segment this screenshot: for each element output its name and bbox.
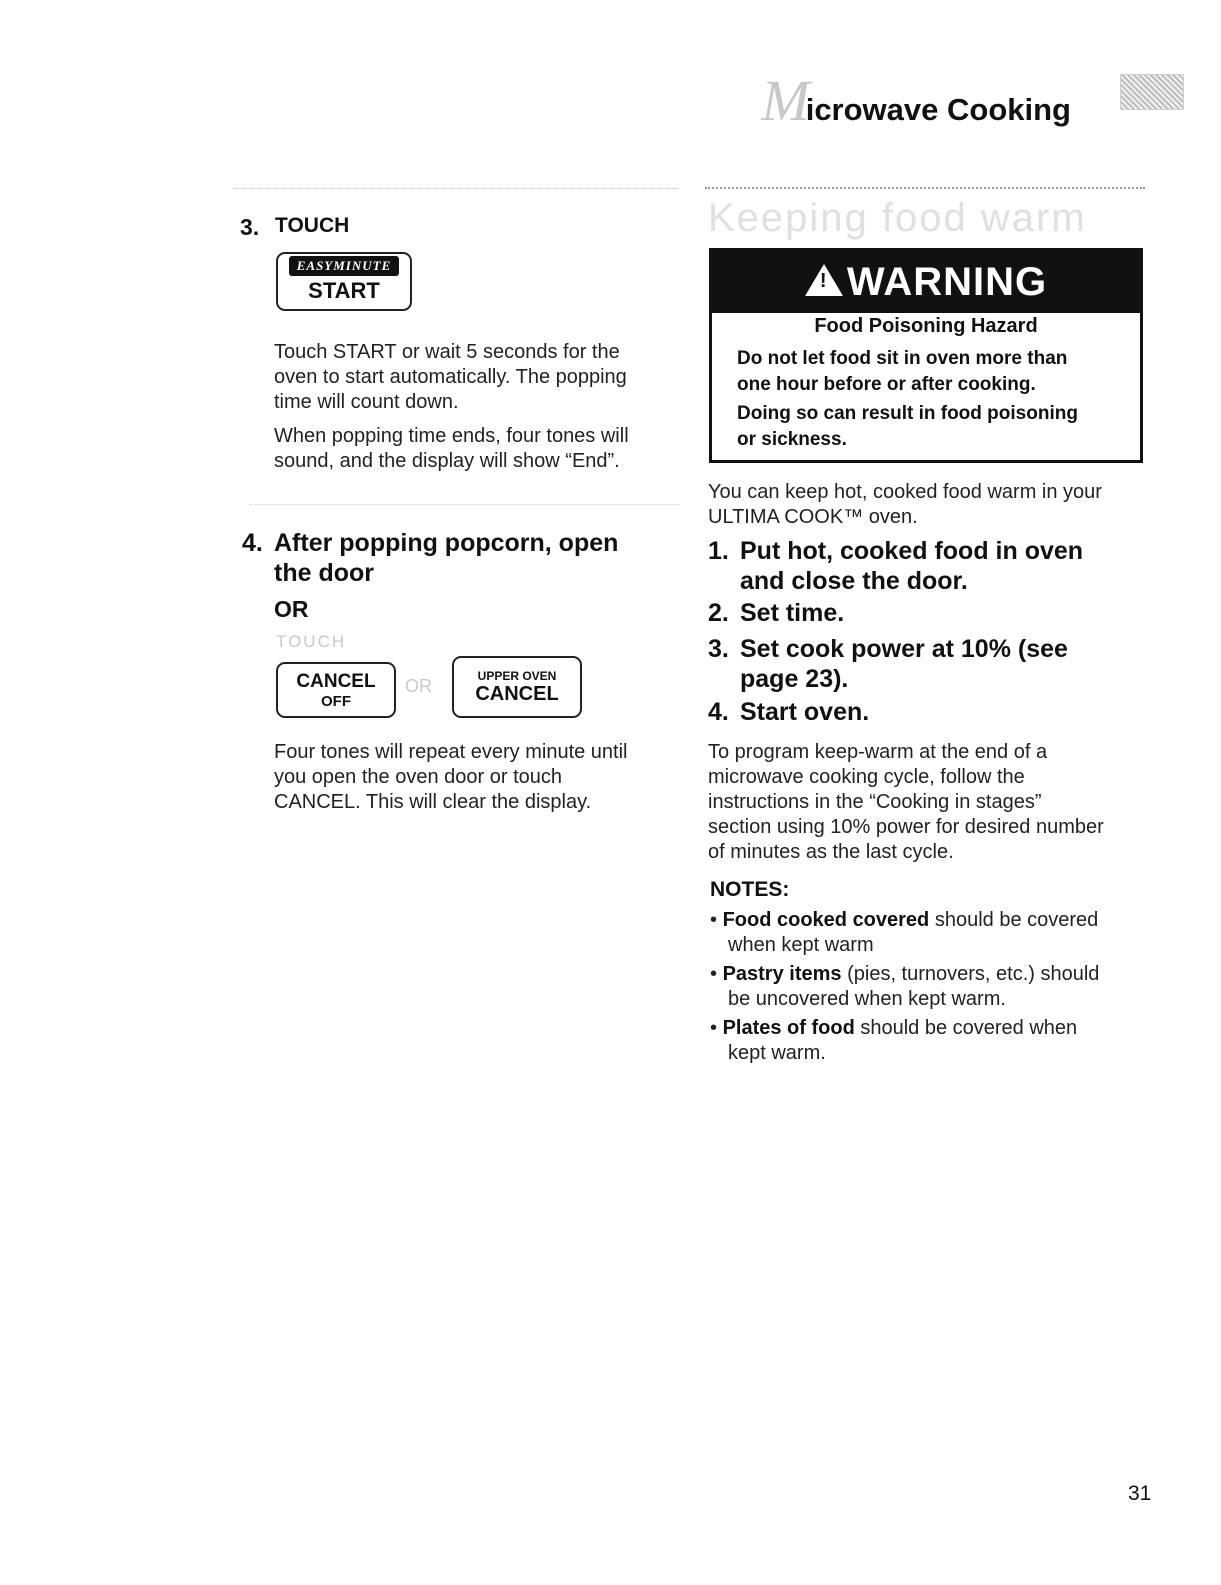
header-title-text: icrowave Cooking	[805, 92, 1071, 127]
text-line: Touch START or wait 5 seconds for the	[274, 341, 620, 363]
divider	[705, 187, 1145, 189]
warning-banner-text: WARNING	[846, 259, 1048, 304]
note-line2: when kept warm	[728, 934, 874, 956]
step-4-number: 4.	[242, 529, 263, 557]
divider	[250, 504, 680, 505]
text-line: microwave cooking cycle, follow the	[708, 766, 1025, 788]
warning-triangle-icon	[805, 264, 843, 296]
text-line: Doing so can result in food poisoning	[737, 403, 1078, 424]
warning-text-1	[737, 346, 1067, 398]
key-sublabel: OFF	[321, 692, 351, 710]
easyminute-start-key	[276, 252, 412, 311]
step-4-heading	[274, 528, 684, 588]
or-faint-label: OR	[405, 676, 432, 696]
header-pattern-decoration	[1120, 74, 1184, 110]
note-line2: be uncovered when kept warm.	[728, 988, 1006, 1010]
note-rest: (pies, turnovers, etc.) should	[841, 963, 1100, 985]
note-item: • Plates of food should be covered when kept warm.	[710, 1016, 1160, 1066]
note-rest: should be covered when	[854, 1017, 1078, 1039]
cancel-off-key	[276, 662, 396, 718]
upper-oven-cancel-key	[452, 656, 582, 718]
step-2-text: Set time.	[740, 599, 845, 627]
text-line: You can keep hot, cooked food warm in your	[708, 481, 1102, 503]
page-header-title	[761, 68, 1071, 133]
intro-paragraph	[708, 480, 1148, 530]
step-3-paragraph-2	[274, 424, 674, 474]
step-4-text-right: Start oven.	[740, 698, 870, 726]
header-initial: M	[761, 68, 810, 133]
page-number: 31	[1128, 1482, 1152, 1505]
step-2-number: 2.	[708, 599, 729, 627]
text-line: time will count down.	[274, 391, 459, 413]
key-label: CANCEL	[296, 670, 376, 692]
section-title: Keeping food warm	[708, 196, 1087, 240]
text-line: one hour before or after cooking.	[737, 374, 1036, 395]
note-line2: kept warm.	[728, 1042, 826, 1064]
text-line: Do not let food sit in oven more than	[737, 348, 1068, 369]
step-3-number-right: 3.	[708, 635, 729, 663]
notes-label: NOTES:	[710, 878, 790, 901]
warning-box	[709, 248, 1143, 463]
touch-faint-label: TOUCH	[276, 632, 347, 651]
note-item: • Pastry items (pies, turnovers, etc.) should be uncovered when kept warm.	[710, 962, 1160, 1012]
key-label: CANCEL	[475, 682, 559, 705]
key-sublabel: UPPER OVEN	[477, 668, 557, 683]
divider	[232, 188, 677, 189]
heading-line: page 23).	[740, 665, 849, 693]
text-line: To program keep-warm at the end of a	[708, 741, 1048, 763]
step-3-paragraph	[274, 340, 674, 415]
text-line: instructions in the “Cooking in stages”	[708, 791, 1042, 813]
key-label: START	[308, 277, 380, 303]
warning-subtitle: Food Poisoning Hazard	[814, 315, 1038, 337]
heading-line: Put hot, cooked food in oven	[740, 537, 1084, 565]
note-bold: Plates of food	[722, 1017, 855, 1039]
text-line: section using 10% power for desired number	[708, 816, 1104, 838]
warning-banner	[712, 251, 1140, 313]
step-4-number-right: 4.	[708, 698, 729, 726]
text-line: or sickness.	[737, 429, 847, 450]
step-3-number: 3.	[240, 214, 260, 240]
note-item: • Food cooked covered should be covered when kept warm	[710, 908, 1160, 958]
text-line: oven to start automatically. The popping	[274, 366, 627, 388]
warning-text-2	[737, 401, 1078, 453]
heading-line: Set cook power at 10% (see	[740, 635, 1068, 663]
step-3-label: TOUCH	[275, 214, 350, 237]
note-bold: Pastry items	[722, 963, 842, 985]
text-line: you open the oven door or touch	[274, 766, 562, 788]
text-line: Four tones will repeat every minute until	[274, 741, 628, 763]
program-paragraph	[708, 740, 1158, 865]
key-banner: EASYMINUTE	[289, 256, 400, 276]
heading-line: and close the door.	[740, 567, 968, 595]
heading-line: After popping popcorn, open	[274, 529, 619, 557]
text-line: When popping time ends, four tones will	[274, 425, 629, 447]
step-1-number: 1.	[708, 537, 729, 565]
note-bold: Food cooked covered	[722, 909, 930, 931]
note-rest: should be covered	[929, 909, 1099, 931]
text-line: sound, and the display will show “End”.	[274, 450, 620, 472]
text-line: of minutes as the last cycle.	[708, 841, 954, 863]
step-1-text	[740, 536, 1083, 596]
text-line: CANCEL. This will clear the display.	[274, 791, 592, 813]
or-label: OR	[274, 596, 309, 622]
text-line: ULTIMA COOK™ oven.	[708, 506, 918, 528]
step-4-paragraph	[274, 740, 684, 815]
heading-line: the door	[274, 559, 374, 587]
step-3-text-right	[740, 634, 1068, 694]
